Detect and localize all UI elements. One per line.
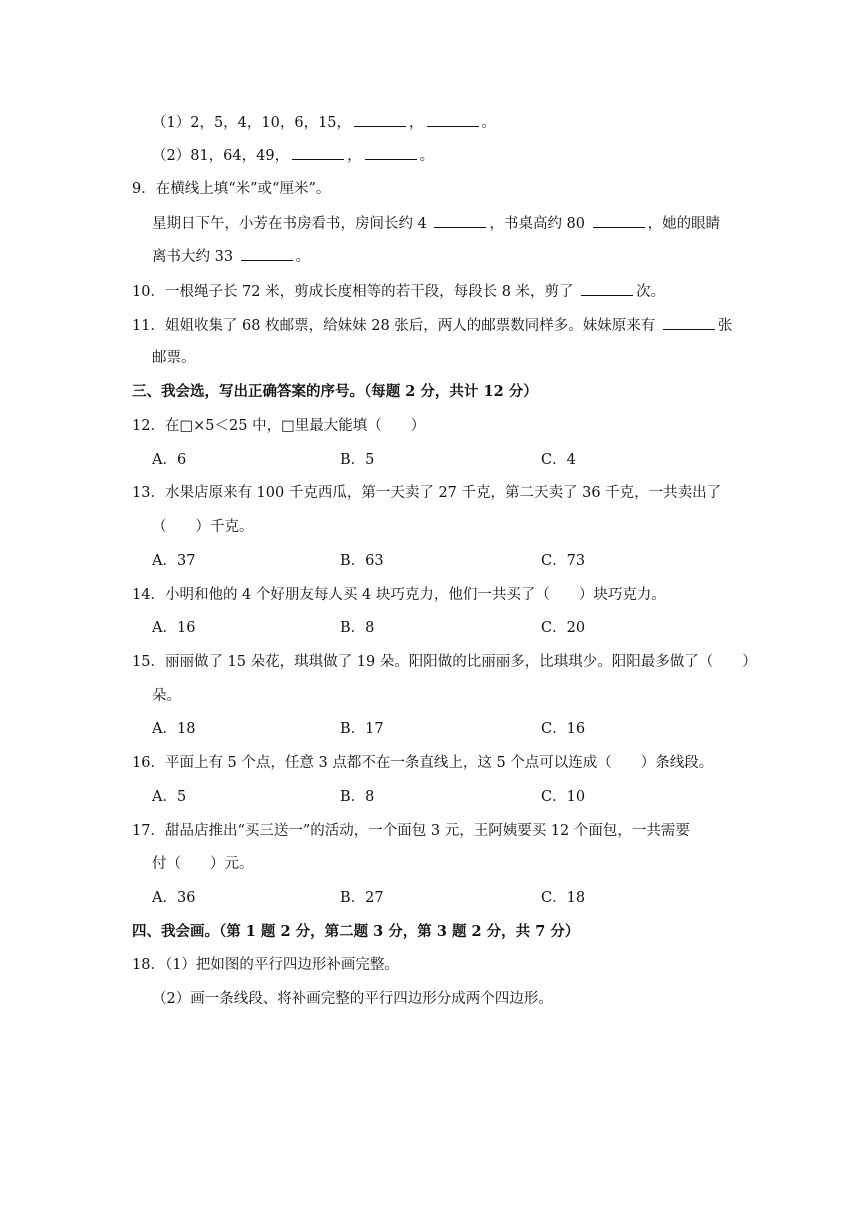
q16-option-c[interactable]: C．10 (541, 789, 586, 805)
q13-option-a[interactable]: A．37 (152, 553, 196, 569)
q17-stem: 17．甜品店推出“买三送一”的活动，一个面包 3 元，王阿姨要买 12 个面包，一共需要 (132, 823, 690, 839)
section-4-heading: 四、我会画。（第 1 题 2 分，第二题 3 分，第 3 题 2 分，共 7 分） (132, 923, 580, 940)
q12-stem: 12．在□×5＜25 中，□里最大能填（ ） (132, 418, 426, 434)
q12-option-a[interactable]: A．6 (152, 452, 187, 468)
answer-blank[interactable] (663, 315, 715, 330)
q9-line2: 离书大约 33 。 (152, 246, 310, 267)
q14-option-c[interactable]: C．20 (541, 620, 586, 636)
answer-blank[interactable] (434, 213, 486, 228)
q16-option-a[interactable]: A．5 (152, 789, 187, 805)
q13-stem: 13．水果店原来有 100 千克西瓜，第一天卖了 27 千克，第二天卖了 36 千克，一共卖出了 (132, 485, 722, 501)
q12-option-b[interactable]: B．5 (340, 452, 375, 468)
answer-blank[interactable] (292, 145, 344, 160)
q13-stem-cont: （ ）千克。 (152, 519, 254, 535)
q13-option-b[interactable]: B．63 (340, 553, 384, 569)
q18-sub2: （2）画一条线段、将补画完整的平行四边形分成两个四边形。 (152, 991, 553, 1007)
answer-blank[interactable] (354, 112, 406, 127)
q14-option-b[interactable]: B．8 (340, 620, 375, 636)
answer-blank[interactable] (593, 213, 645, 228)
section-3-heading: 三、我会选，写出正确答案的序号。（每题 2 分，共计 12 分） (132, 383, 538, 400)
answer-blank[interactable] (581, 281, 633, 296)
q17-option-b[interactable]: B．27 (340, 890, 384, 906)
q9-stem: 9．在横线上填“米”或“厘米”。 (132, 181, 331, 197)
q13-option-c[interactable]: C．73 (541, 553, 586, 569)
q14-stem: 14．小明和他的 4 个好朋友每人买 4 块巧克力，他们一共买了（ ）块巧克力。 (132, 587, 666, 603)
q11: 11．姐姐收集了 68 枚邮票，给妹妹 28 张后，两人的邮票数同样多。妹妹原来有 张 (132, 315, 732, 336)
q17-stem-cont: 付（ ）元。 (152, 856, 254, 872)
q17-option-a[interactable]: A．36 (152, 890, 196, 906)
q10: 10．一根绳子长 72 米，剪成长度相等的若干段，每段长 8 米，剪了 次。 (132, 281, 665, 302)
q15-option-c[interactable]: C．16 (541, 721, 586, 737)
q18-sub1: 18．（1）把如图的平行四边形补画完整。 (132, 957, 399, 973)
q15-option-b[interactable]: B．17 (340, 721, 384, 737)
answer-blank[interactable] (365, 145, 417, 160)
q14-option-a[interactable]: A．16 (152, 620, 196, 636)
q16-option-b[interactable]: B．8 (340, 789, 375, 805)
q11-cont: 邮票。 (152, 350, 196, 366)
q16-stem: 16．平面上有 5 个点，任意 3 点都不在一条直线上，这 5 个点可以连成（ ）条线段。 (132, 755, 714, 771)
q8-sub1: （1）2，5，4，10，6，15， ， 。 (152, 112, 496, 133)
q9-line1: 星期日下午，小芳在书房看书，房间长约 4 ，书桌高约 80 ，她的眼睛 (152, 213, 720, 234)
answer-blank[interactable] (241, 246, 293, 261)
q15-stem-cont: 朵。 (152, 688, 181, 704)
q8-sub2: （2）81，64，49， ， 。 (152, 145, 434, 166)
answer-blank[interactable] (427, 112, 479, 127)
q15-option-a[interactable]: A．18 (152, 721, 196, 737)
q15-stem: 15．丽丽做了 15 朵花，琪琪做了 19 朵。阳阳做的比丽丽多，比琪琪少。阳阳最多做了（ ） (132, 654, 757, 670)
q12-option-c[interactable]: C．4 (541, 452, 576, 468)
q17-option-c[interactable]: C．18 (541, 890, 586, 906)
